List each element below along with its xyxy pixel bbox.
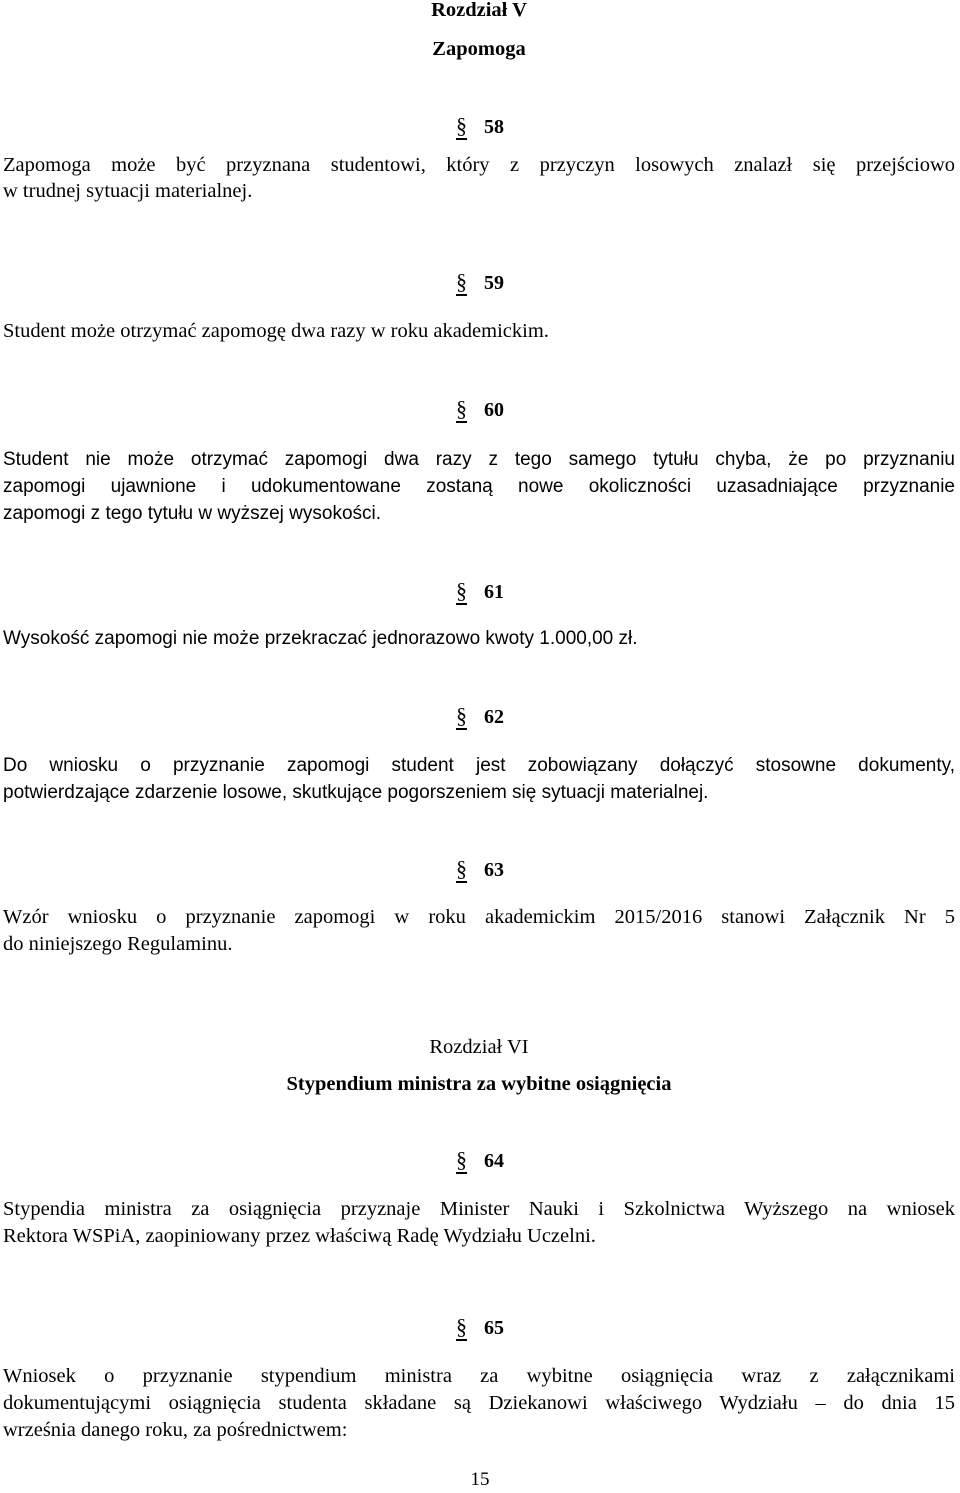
paragraph-line: w trudnej sytuacji materialnej. — [3, 180, 253, 202]
paragraph-line: września danego roku, za pośrednictwem: — [3, 1419, 348, 1441]
chapter-title: Rozdział V — [431, 0, 527, 21]
section-number: 59 — [484, 272, 504, 294]
paragraph-line: Student może otrzymać zapomogę dwa razy w roku akademickim. — [3, 320, 549, 342]
section-number: 64 — [484, 1150, 504, 1172]
paragraph-line: Rektora WSPiA, zaopiniowany przez właściwą Radę Wydziału Uczelni. — [3, 1225, 596, 1247]
section-heading — [456, 1146, 536, 1175]
paragraph-line: Wzór wniosku o przyznanie zapomogi w roku akademickim 2015/2016 stanowi Załącznik Nr 5 — [3, 906, 955, 928]
paragraph-line: zapomogi z tego tytułu w wyższej wysokości. — [3, 503, 382, 524]
section-heading — [456, 112, 536, 141]
paragraph-line: Student nie może otrzymać zapomogi dwa razy z tego samego tytułu chyba, że po przyznaniu — [3, 449, 955, 470]
paragraph-line: Stypendia ministra za osiągnięcia przyznaje Minister Nauki i Szkolnictwa Wyższego na wniosek — [3, 1198, 955, 1220]
section-number: 65 — [484, 1317, 504, 1339]
section-number: 60 — [484, 399, 504, 421]
section-symbol: § — [456, 856, 467, 881]
section-heading — [456, 577, 536, 606]
section-symbol: § — [456, 269, 467, 294]
paragraph-line: dokumentującymi osiągnięcia studenta składane są Dziekanowi właściwego Wydziału – do dnia 15 — [3, 1392, 955, 1414]
paragraph-line: potwierdzające zdarzenie losowe, skutkujące pogorszeniem się sytuacji materialnej. — [3, 782, 709, 803]
chapter-title: Rozdział VI — [429, 1036, 529, 1058]
section-symbol: § — [456, 113, 467, 138]
section-number: 61 — [484, 581, 504, 603]
section-symbol: § — [456, 703, 467, 728]
paragraph-line: do niniejszego Regulaminu. — [3, 933, 233, 955]
chapter-subtitle: Stypendium ministra za wybitne osiągnięcia — [286, 1073, 672, 1095]
page-number: 15 — [470, 1469, 490, 1490]
paragraph-line: zapomogi ujawnione i udokumentowane zostaną nowe okoliczności uzasadniające przyznanie — [3, 476, 955, 497]
paragraph-line: Wysokość zapomogi nie może przekraczać jednorazowo kwoty 1.000,00 zł. — [3, 628, 638, 649]
section-number: 58 — [484, 116, 504, 138]
section-symbol: § — [456, 578, 467, 603]
section-heading — [456, 1313, 536, 1342]
section-symbol: § — [456, 1147, 467, 1172]
paragraph-line: Wniosek o przyznanie stypendium ministra za wybitne osiągnięcia wraz z załącznikami — [3, 1365, 955, 1387]
paragraph-line: Do wniosku o przyznanie zapomogi student jest zobowiązany dołączyć stosowne dokumenty, — [3, 755, 955, 776]
section-number: 63 — [484, 859, 504, 881]
section-heading — [456, 702, 536, 731]
section-heading — [456, 395, 536, 424]
paragraph-line: Zapomoga może być przyznana studentowi, który z przyczyn losowych znalazł się przejściowo — [3, 154, 955, 176]
section-symbol: § — [456, 396, 467, 421]
section-number: 62 — [484, 706, 504, 728]
section-heading — [456, 855, 536, 884]
section-symbol: § — [456, 1314, 467, 1339]
section-heading — [456, 268, 536, 297]
chapter-subtitle: Zapomoga — [432, 38, 526, 60]
